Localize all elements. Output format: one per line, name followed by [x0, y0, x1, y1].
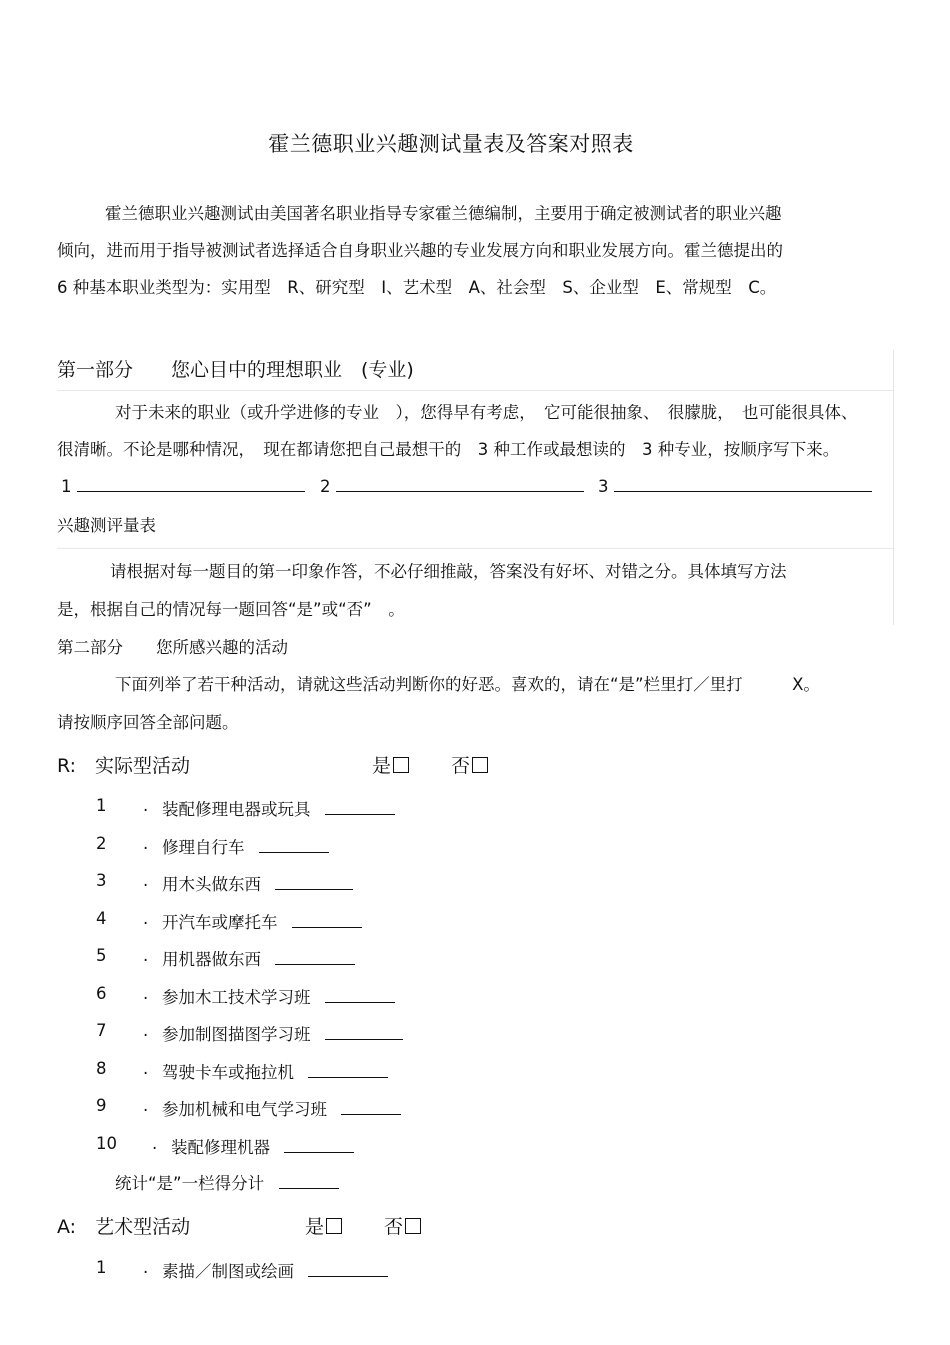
instruction-line-1: 请根据对每一题目的第一印象作答，不必仔细推敲，答案没有好坏、对错之分。具体填写方法 — [110, 562, 787, 581]
career-choice-1-field[interactable] — [77, 475, 305, 492]
career-choice-2-number: 2 — [320, 477, 331, 496]
answer-blank[interactable] — [275, 873, 353, 890]
question-dot: . — [143, 1021, 149, 1040]
section-a-yes — [305, 1212, 342, 1239]
no-checkbox[interactable] — [472, 757, 488, 773]
answer-blank[interactable] — [325, 986, 395, 1003]
question-text: 修理自行车 — [162, 834, 329, 858]
question-dot: . — [143, 983, 149, 1003]
question-text: 参加木工技术学习班 — [162, 984, 395, 1008]
question-number: 9 — [96, 1096, 107, 1115]
question-number: 1 — [96, 1258, 107, 1277]
part1-heading: 第一部分 您心目中的理想职业 (专业) — [57, 359, 414, 381]
intro-line-2: 倾向，进而用于指导被测试者选择适合自身职业兴趣的专业发展方向和职业发展方向。霍兰德提出的 — [57, 241, 783, 260]
divider — [57, 390, 893, 391]
question-number: 8 — [96, 1058, 107, 1078]
question-dot: . — [143, 1096, 149, 1115]
question-dot: . — [152, 1133, 158, 1153]
scale-title: 兴趣测评量表 — [57, 516, 156, 535]
question-text: 装配修理电器或玩具 — [162, 796, 395, 820]
section-r-no — [451, 751, 488, 778]
question-text: 用机器做东西 — [162, 946, 355, 970]
divider — [57, 548, 893, 549]
career-choice-3-field[interactable] — [614, 475, 872, 492]
question-text: 素描／制图或绘画 — [162, 1258, 388, 1282]
part2-heading: 第二部分 您所感兴趣的活动 — [57, 638, 288, 657]
question-dot: . — [143, 796, 149, 815]
page-title: 霍兰德职业兴趣测试量表及答案对照表 — [268, 132, 634, 156]
question-text: 参加机械和电气学习班 — [162, 1096, 401, 1120]
question-number: 2 — [96, 833, 107, 853]
question-text: 用木头做东西 — [162, 871, 353, 895]
answer-blank[interactable] — [284, 1136, 354, 1153]
part1-line-1: 对于未来的职业（或升学进修的专业 ），您得早有考虑， 它可能很抽象、 很朦胧， 也可能很具体、 — [115, 403, 858, 422]
career-choice-3 — [598, 475, 872, 496]
question-number: 5 — [96, 946, 107, 965]
section-r-label: R: 实际型活动 — [57, 755, 191, 777]
no-label: 否 — [451, 755, 471, 777]
question-dot: . — [143, 908, 149, 928]
question-number: 10 — [96, 1133, 117, 1153]
yes-checkbox[interactable] — [326, 1218, 342, 1234]
question-text: 参加制图描图学习班 — [162, 1021, 403, 1045]
answer-blank[interactable] — [275, 948, 355, 965]
part2-line-2: 请按顺序回答全部问题。 — [57, 713, 239, 732]
career-choice-2-field[interactable] — [336, 475, 584, 492]
yes-label: 是 — [372, 755, 392, 777]
question-number: 4 — [96, 908, 107, 928]
answer-blank[interactable] — [308, 1061, 388, 1078]
no-label: 否 — [384, 1216, 404, 1238]
answer-blank[interactable] — [341, 1098, 401, 1115]
question-dot: . — [143, 1058, 149, 1078]
career-choice-1 — [61, 475, 305, 496]
answer-blank[interactable] — [259, 836, 329, 853]
question-text: 装配修理机器 — [171, 1134, 354, 1158]
part1-line-2: 很清晰。不论是哪种情况， 现在都请您把自己最想干的 3 种工作或最想读的 3 种专业，按顺序写下来。 — [57, 440, 840, 459]
answer-blank[interactable] — [308, 1260, 388, 1277]
intro-line-3: 6 种基本职业类型为：实用型 R、研究型 I、艺术型 A、社会型 S、企业型 E、常规型 C。 — [57, 278, 777, 297]
career-choice-2 — [320, 475, 584, 496]
section-r-total-field[interactable] — [279, 1172, 339, 1189]
question-dot: . — [143, 1258, 149, 1277]
instruction-line-2: 是，根据自己的情况每一题回答“是”或“否” 。 — [57, 600, 405, 619]
section-a-no — [384, 1212, 421, 1239]
career-choice-3-number: 3 — [598, 477, 609, 496]
question-number: 1 — [96, 796, 107, 815]
no-checkbox[interactable] — [405, 1218, 421, 1234]
part2-line-1: 下面列举了若干种活动，请就这些活动判断你的好恶。喜欢的，请在“是”栏里打／里打 X。 — [115, 675, 820, 694]
question-number: 3 — [96, 871, 107, 890]
section-a-label: A: 艺术型活动 — [57, 1216, 191, 1238]
answer-blank[interactable] — [292, 911, 362, 928]
section-r-yes — [372, 751, 409, 778]
question-dot: . — [143, 946, 149, 965]
section-r-total-label: 统计“是”一栏得分计 — [115, 1174, 265, 1193]
intro-line-1: 霍兰德职业兴趣测试由美国著名职业指导专家霍兰德编制，主要用于确定被测试者的职业兴趣 — [105, 204, 782, 223]
yes-label: 是 — [305, 1216, 325, 1238]
question-dot: . — [143, 833, 149, 853]
question-text: 开汽车或摩托车 — [162, 909, 362, 933]
career-choice-1-number: 1 — [61, 477, 72, 496]
question-text: 驾驶卡车或拖拉机 — [162, 1059, 388, 1083]
question-dot: . — [143, 871, 149, 890]
question-number: 6 — [96, 983, 107, 1003]
answer-blank[interactable] — [325, 798, 395, 815]
yes-checkbox[interactable] — [393, 757, 409, 773]
answer-blank[interactable] — [325, 1023, 403, 1040]
section-r-total — [115, 1170, 339, 1194]
question-number: 7 — [96, 1021, 107, 1040]
